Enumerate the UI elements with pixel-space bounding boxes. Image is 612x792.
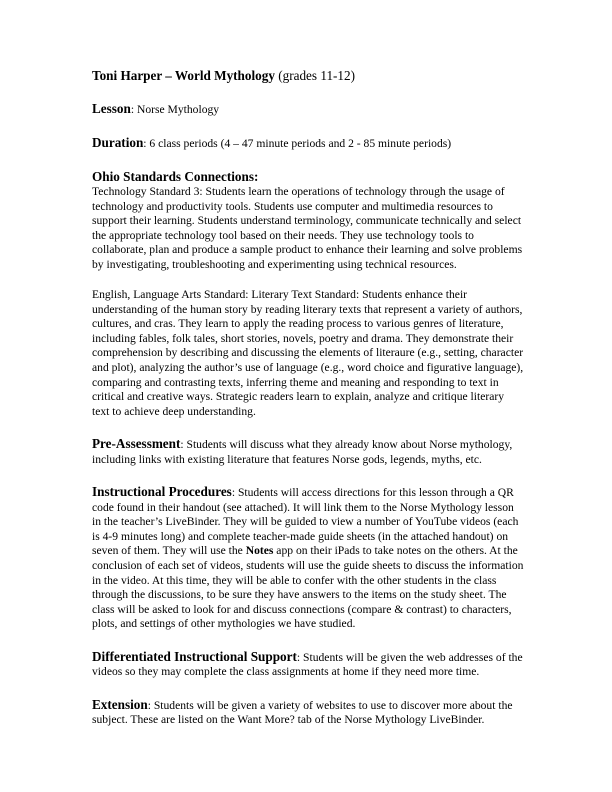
spacer — [92, 467, 524, 485]
spacer — [92, 118, 524, 135]
page-title — [92, 68, 524, 84]
duration-label: Duration — [92, 135, 144, 150]
notes-app-emphasis: Notes — [245, 544, 274, 558]
spacer — [92, 84, 524, 101]
differentiated-support-separator: : — [296, 650, 304, 664]
standards-heading: Ohio Standards Connections: — [92, 169, 259, 184]
instructional-procedures-body-part1: Students will access directions for this lesson through a QR code found in their handout (see attached). It will link them to the Norse Mythology lesson in the teacher’s LiveBinder. They will be guided to view a number of YouTube videos (each is 4-9 minutes long) and complete teacher-made guide sheets (in the attached handout) on seven of them. They will use the — [92, 486, 519, 558]
pre-assessment-label: Pre-Assessment — [92, 436, 181, 452]
standards-english-paragraph: English, Language Arts Standard: Literary Text Standard: Students enhance their understanding of the human story by reading literary texts that represent a variety of authors, cultures, and cras. They learn to apply the reading process to various genres of literature, including fables, folk tales, short stories, novels, poetry and drama. They demonstrate their comprehension by describing and discussing the elements of literaure (e.g., setting, character and plot), analyzing the author’s use of language (e.g., word choice and figurative language), comparing and contrasting texts, inferring theme and meaning and responding to text in critical and creative ways. Strategic readers learn to explain, analyze and critique literary text to achieve deep understanding. — [92, 288, 524, 418]
spacer — [92, 632, 524, 650]
instructional-procedures-section — [92, 485, 524, 631]
pre-assessment-section — [92, 437, 524, 467]
pre-assessment-separator: : — [180, 438, 187, 452]
document-body — [92, 68, 524, 728]
lesson-separator: : — [130, 103, 137, 116]
spacer — [92, 680, 524, 698]
duration-separator: : — [143, 137, 150, 150]
differentiated-support-body: Students will be given the web addresses of the videos so they may complete the class assignments at home if they need more time. — [92, 650, 523, 679]
page-title-bold: Toni Harper – World Mythology — [92, 68, 275, 83]
differentiated-support-section — [92, 650, 524, 680]
duration-value: 6 class periods (4 – 47 minute periods and 2 - 85 minute periods) — [149, 137, 452, 150]
extension-section — [92, 698, 524, 728]
lesson-label: Lesson — [92, 101, 131, 116]
duration-line — [92, 135, 524, 152]
lesson-value: Norse Mythology — [136, 103, 220, 116]
spacer — [92, 152, 524, 169]
extension-body: Students will be given a variety of websites to use to discover more about the subject. These are listed on the Want More? tab of the Norse Mythology LiveBinder. — [92, 698, 513, 727]
differentiated-support-label: Differentiated Instructional Support — [92, 648, 297, 664]
lesson-line — [92, 101, 524, 118]
extension-label: Extension — [92, 696, 148, 712]
spacer — [92, 272, 524, 288]
instructional-procedures-separator: : — [231, 486, 238, 500]
instructional-procedures-body-part2: app on their iPads to take notes on the others. At the conclusion of each set of videos, students will use the guide sheets to discuss the information in the video. At this time, they will be able to confer with the other students in the class through the discussions, to be sure they have answers to the items on the study sheet. The class will be asked to look for and discuss connections (compare & contrast) to characters, plots, and settings of other mythologies we have studied. — [92, 544, 524, 631]
spacer — [92, 419, 524, 437]
extension-separator: : — [147, 698, 154, 712]
standards-technology-paragraph: Technology Standard 3: Students learn the operations of technology through the usage of technology and productivity tools. Students use computer and multimedia resources to support their learning. Students understand terminology, communicate technically and select the appropriate technology tool based on their needs. They use technology tools to collaborate, plan and produce a sample product to enhance their learning and solve problems by investigating, troubleshooting and experimenting using technical resources. — [92, 185, 523, 271]
instructional-procedures-label: Instructional Procedures — [92, 484, 232, 500]
page-title-grades: (grades 11-12) — [274, 68, 356, 83]
pre-assessment-body: Students will discuss what they already know about Norse mythology, including links with existing literature that features Norse gods, legends, myths, etc. — [92, 438, 513, 466]
